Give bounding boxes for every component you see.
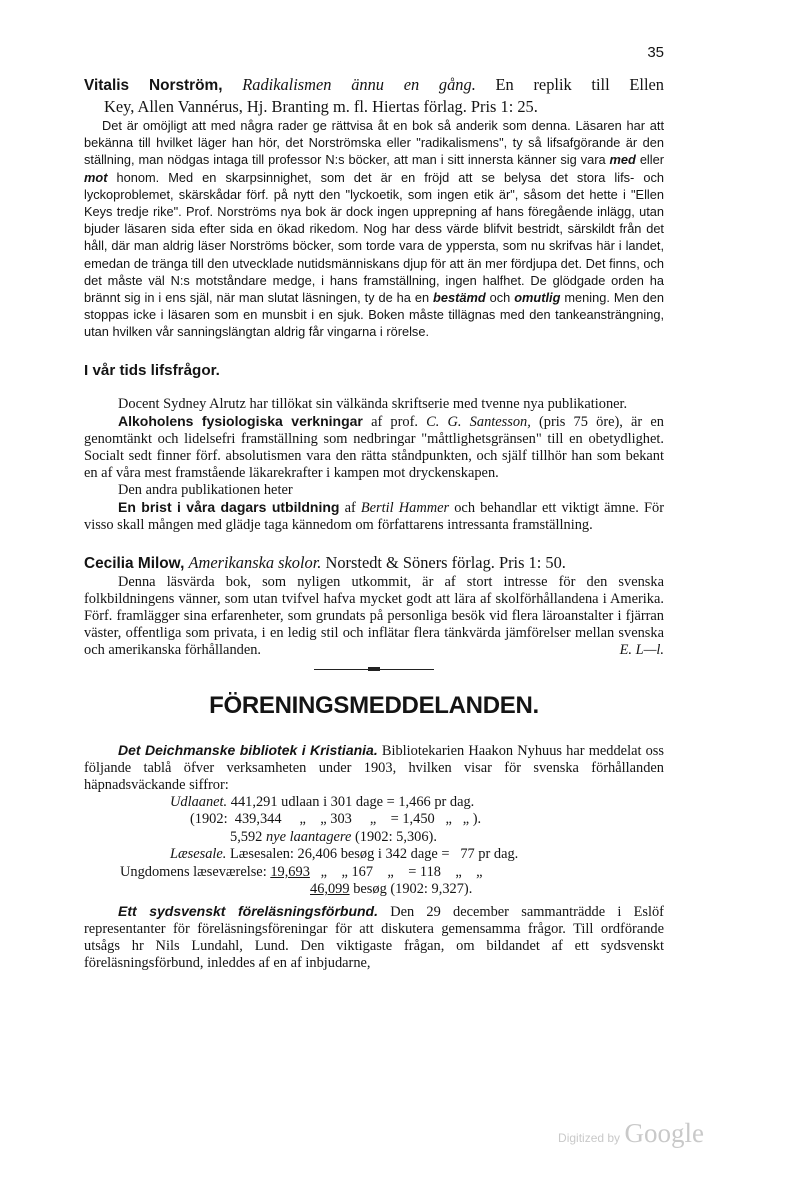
- notice-sydsvenskt: [84, 903, 664, 972]
- stats-value: 5,592: [230, 828, 263, 845]
- watermark-prefix: Digitized by: [558, 1131, 621, 1145]
- body-text: och behandlar ett viktigt ämne. För visso skall mången med glädje taga kännedom om författarens intressanta framställning.: [84, 499, 664, 533]
- body-text: och: [489, 290, 511, 306]
- emphasis: mot: [84, 169, 108, 185]
- section-title: FÖRENINGSMEDDELANDEN.: [209, 691, 539, 719]
- section-heading: I vår tids lifsfrågor.: [84, 361, 220, 379]
- stats-row: [170, 846, 664, 864]
- body-text: af prof.: [371, 413, 418, 430]
- stats-value: (1902: 5,306).: [355, 828, 437, 845]
- publication-title: Alkoholens fysiologiska verkningar: [118, 412, 363, 429]
- divider-rule: [314, 669, 434, 670]
- stats-value: „ „ 167 „ = 118 „ „: [309, 863, 483, 880]
- body-text: honom. Med en skarpsinnighet, som det är en fröjd att se belysa det stora lifs- och lyckoproblemet, skärskådar förf. på nytt den "lyckoetik, som ingen etik är", såsom det hette i "Ellen Keys tredje rike". Prof. Norströms nya bok är dock ingen upprepning af hans föregående inlägg, utan bjuder läsaren sida efter sida en ökad rikedom. Nog har dess värde blifvit bestridt, särskildt från det håll, där man aldrig läser Norströms böcker, som torde vara de yppersta, som nu skrifvas här i landet, emedan de tränga till den utvecklade nutidsmänniskans djup för att än mer fördjupa det. Det finns, och det måste väl N:s motståndare medge, i hans framställning, ingen halfhet. De glödgade orden ha brännt sig in i ens själ, när man slutat läsningen, ty de ha en: [84, 169, 664, 306]
- notice-title: Ett sydsvenskt föreläsningsförbund.: [118, 902, 378, 919]
- author-name: Vitalis Norström,: [84, 77, 223, 94]
- paragraph: Den andra publikationen heter: [118, 481, 293, 498]
- page-number: 35: [647, 44, 664, 61]
- review-heading-line2: Key, Allen Vannérus, Hj. Branting m. fl. Hiertas förlag. Pris 1: 25.: [104, 97, 538, 116]
- body-text: (pris 75 öre), är en genomtänkt och lidelsefri framställning som nedbringar "måttlighetsgränsen" till en obetydlighet. Socialt sedt finner förf. absolutismen vara den rätta ståndpunkten, och själf tillhör han som bekant en af våra mest framstående läkarekrafter i kampen mot dryckenskapen.: [84, 413, 664, 481]
- stats-row: [170, 829, 664, 847]
- stats-row: (1902: 439,344 „ „ 303 „ = 1,450 „ „ ).: [190, 811, 482, 828]
- digitized-watermark: [558, 1118, 704, 1149]
- stats-value: Læsesalen: 26,406 besøg i 342 dage = 77 pr dag.: [229, 846, 519, 863]
- stats-label: nye laantagere: [266, 828, 352, 845]
- emphasis: omutlig: [514, 290, 561, 306]
- paragraph: [84, 903, 664, 972]
- signature-text: E. L—l.: [619, 641, 664, 658]
- heading-rest: En replik till Ellen: [495, 75, 664, 94]
- body-text: Det är omöjligt att med några rader ge rättvisa åt en bok så anderik som denna. Läsaren har att bekänna till hvilket läger han hör, det Norströmska eller "radikalismens", ty så lifsafgörande är den ställning, man nödgas intaga till professor N:s böcker, att man i sitt innersta känner sig vara: [84, 118, 664, 168]
- paragraph: Docent Sydney Alrutz har tillökat sin välkända skriftserie med tvenne nya publikationer.: [118, 395, 628, 412]
- notice-deichmanske: [84, 742, 664, 899]
- review-body: [84, 117, 664, 341]
- stats-row: [170, 794, 664, 812]
- emphasis: bestämd: [433, 290, 486, 306]
- body-text: Den 29 december sammanträdde i Eslöf representanter för föreläsningsföreningar för att diskutera gemensamma frågor. Till ordförande utsågs hr Nils Lundahl, Lund. Den viktigaste frågan, om bildandet af ett sydsvenskt föreläsningsförbund, inleddes af en af inbjudarne,: [84, 903, 664, 971]
- review-heading: [84, 74, 664, 96]
- heading-rest: Norstedt & Söners förlag. Pris 1: 50.: [325, 552, 566, 572]
- book-title: Radikalismen ännu en gång.: [242, 75, 476, 94]
- author-name: C. G. Santesson,: [426, 413, 531, 430]
- stats-value: 19,693: [270, 863, 310, 880]
- section-lifsfragor: [84, 361, 664, 534]
- body-text: Bibliotekarien Haakon Nyhuus har meddelat oss följande tablå öfver verksamheten under 1903, hvilken visar för svenska förhållanden häpnadsväckande siffror:: [84, 742, 664, 793]
- review-heading: [84, 552, 664, 574]
- review-body: Denna läsvärda bok, som nyligen utkommit, är af stort intresse för den svenska folkbildningens vänner, som utan tvifvel hafva mycket godt att lära af skolförhållandena i Amerika. Förf. framlägger sina erfarenheter, som grundats på personliga besök vid flera läroanstalter i fjärran väster, offentliga som privata, i en ledig stil och inflätar flera tänkvärda jämförelser mellan svenska och amerikanska förhållanden.: [84, 573, 664, 658]
- body-text: af: [344, 499, 356, 516]
- review-milow: [84, 552, 664, 659]
- emphasis: med: [609, 152, 636, 168]
- body-text: mening. Men den stoppas icke i läsaren som en munsbit i en sjuk. Boken måste tillägnas med den tankeansträngning, utan hvilken vår sanningslängtan aldrig får vingarna i rörelse.: [84, 290, 665, 340]
- stats-value: besøg (1902: 9,327).: [353, 881, 473, 898]
- publication-title: En brist i våra dagars utbildning: [118, 498, 340, 515]
- statistics-table: [84, 794, 664, 899]
- document-page: [84, 40, 664, 972]
- paragraph: [84, 742, 664, 794]
- stats-value: 46,099: [310, 881, 350, 898]
- paragraph: [84, 413, 664, 482]
- paragraph: [84, 499, 664, 534]
- author-name: Bertil Hammer: [360, 499, 450, 516]
- stats-label: Læsesale.: [170, 846, 227, 863]
- stats-label: Udlaanet.: [170, 793, 228, 810]
- stats-value: 441,291 udlaan i 301 dage = 1,466 pr dag.: [230, 793, 475, 810]
- stats-label: Ungdomens læseværelse:: [120, 863, 267, 880]
- author-name: Cecilia Milow,: [84, 554, 185, 572]
- google-logo: Google: [624, 1118, 704, 1148]
- notice-title: Det Deichmanske bibliotek i Kristiania.: [118, 741, 378, 758]
- stats-row: [170, 881, 664, 899]
- book-title: Amerikanska skolor.: [188, 552, 322, 572]
- stats-row: [120, 864, 664, 882]
- review-norstrom: [84, 74, 664, 341]
- body-text: eller: [639, 152, 664, 168]
